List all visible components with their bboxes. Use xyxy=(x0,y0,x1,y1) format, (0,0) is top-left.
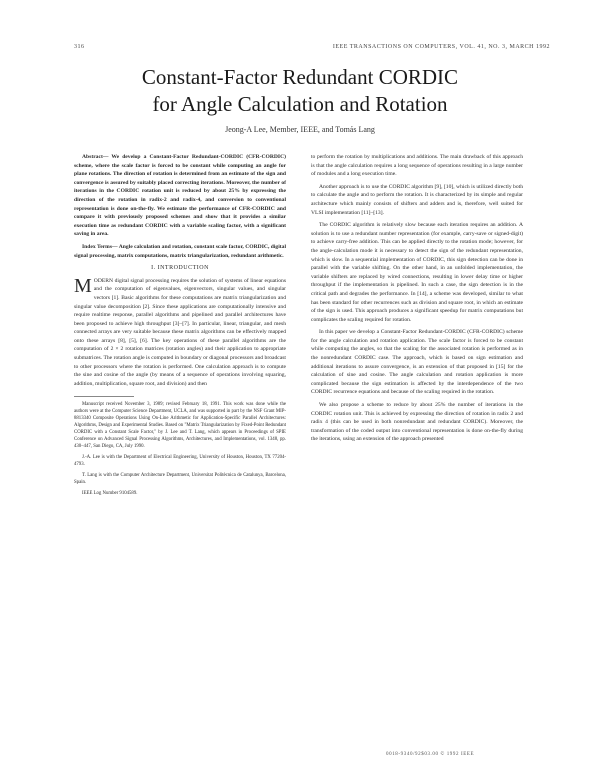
doi-line: 0018-9340/92$03.00 © 1992 IEEE xyxy=(386,752,475,757)
left-column xyxy=(74,153,286,501)
footnote-log-number: IEEE Log Number 9104589. xyxy=(82,491,138,497)
paragraph-2: Another approach is to use the CORDIC algorithm [9], [10], which is utilized directly both to calculate the angle and to perform the rotation. It is characterized by its simple and regular architecture which mainly consists of shifters and adders and is, therefore, well suited for VLSI implementation [11]–[13]. xyxy=(311,183,523,216)
paragraph-3: The CORDIC algorithm is relatively slow because each iteration requires an addition. A solution is to use a redundant number representation (for example, carry-save or signed-digit) to achieve carry-free addition. This can be applied directly to the rotation mode; however, for the angle-calculation mode it is necessary to detect the sign of the redundant representation, which is slow. In a sequential implementation of CORDIC, this sign detection can be done in parallel with the variable shifting. On the other hand, in an unfolded implementation, the variable shifters are replaced by wired connections, resulting in lower delay time or higher throughput if the implementation is pipelined. In such a case, the sign detection is in the critical path and degrades the performance. In [14], a scheme was developed, similar to what has been standard for other recurrences such as division and square root, in which an estimate of the sign is used. This approach produces a significant speedup for matrix computations but complicates the scaling required for rotation. xyxy=(311,222,523,323)
title-line-1: Constant-Factor Redundant CORDIC xyxy=(141,65,459,89)
running-header xyxy=(74,44,550,54)
paragraph-4: In this paper we develop a Constant-Factor Redundant-CORDIC (CFR-CORDIC) scheme for the angle calculation and rotation application. The scale factor is forced to be constant while computing the angles, so that the scaling for the associated rotation is performed as in the nonredundant CORDIC case. The approach, which is based on sign estimation and additional iterations to assure convergence, is an extension of that proposed in [15] for the calculation of sine and cosine. The angle calculation and rotation application is more complicated because the sign estimation is affected by the interdependence of the two CORDIC recurrence equations and because of the scaling required in the rotation. xyxy=(311,329,523,396)
section-heading: I. INTRODUCTION xyxy=(151,265,209,272)
footnote-author-lang: T. Lang is with the Computer Architecture Department, Universitat Politècnica de Catalunya, Barcelona, Spain. xyxy=(74,473,286,486)
intro-text: ODERN digital signal processing requires the solution of systems of linear equations and the computation of eigenvalues, eigenvectors, singular values, and singular vectors [1]. Basic algorithms for these computations are matrix triangularization and singular value decomposition [2]. Since these applications are computationally intensive and require realtime response, parallel algorithms and pipelined and parallel architectures have been proposed to achieve high throughput [3]–[7]. In particular, linear, triangular, and mesh connected arrays are very suitable because these matrix algorithms can be effectively mapped onto these arrays [8], [5], [6]. The key operations of these parallel algorithms are the computation of 2 × 2 rotation matrices (rotation angles) and their application to appropriate submatrices. The rotation angle is computed in boundary or diagonal processors and broadcast to other processors where the rotation is performed. One calculation approach is to compute the sine and cosine of the angle (by means of a sequence of operations involving squaring, addition, multiplication, square root, and division) and then xyxy=(74,277,286,387)
journal-header: IEEE TRANSACTIONS ON COMPUTERS, VOL. 41, NO. 3, MARCH 1992 xyxy=(332,44,550,50)
drop-cap: M xyxy=(74,274,92,297)
intro-paragraph xyxy=(74,274,286,389)
footnote-rule xyxy=(74,396,134,397)
right-column xyxy=(311,153,523,448)
footnote-author-lee: J.-A. Lee is with the Department of Electrical Engineering, University of Houston, Houston, TX 77204-4793. xyxy=(74,455,286,468)
abstract: Abstract— We develop a Constant-Factor Redundant-CORDIC (CFR-CORDIC) scheme, where the scale factor is forced to be constant while computing an angle for plane rotations. The direction of rotation is determined from an estimate of the sign and convergence is assured by suitably placed correcting iterations. Moreover, the number of iterations in the CORDIC rotation unit is reduced by about 25% by expressing the direction of the rotation in radix-2 and radix-4, and conversion to conventional representation is done on-the-fly. We estimate the performance of CFR-CORDIC and compare it with previously proposed schemes and show that it provides a similar execution time as redundant CORDIC with a variable scaling factor, with a significant saving in area. xyxy=(74,154,286,238)
paragraph-1: to perform the rotation by multiplications and additions. The main drawback of this approach is that the angle calculation requires a long sequence of operations resulting in a large number of modules and a long execution time. xyxy=(311,154,523,178)
index-terms: Index Terms— Angle calculation and rotation, constant scale factor, CORDIC, digital signal processing, matrix computations, matrix triangularization, redundant arithmetic. xyxy=(74,243,286,259)
footnote-manuscript: Manuscript received November 3, 1989; revised February 18, 1991. This work was done while the authors were at the Computer Science Department, UCLA, and was supported in part by the NSF Grant MIP-8813340 Composite Operations Using On-Line Arithmetic for Application-Specific Parallel Architectures: Algorithms, Design and Experimental Studies. Based on "Matrix Triangularization by Fixed-Point Redundant CORDIC with a Constant Scale Factor," by J. Lee and T. Lang, which appears in Proceedings of SPIE Conference on Advanced Signal Processing Algorithms, Architectures, and Implementations, vol. 1348, pp. 430–447, San Diego, CA, July 1990. xyxy=(74,402,286,450)
title-line-2: for Angle Calculation and Rotation xyxy=(152,92,448,116)
page-number: 316 xyxy=(74,44,85,50)
paper-title xyxy=(60,64,540,118)
paragraph-5: We also propose a scheme to reduce by about 25% the number of iterations in the CORDIC rotation unit. This is achieved by expressing the direction of rotation in radix 2 and radix 4 (this can be used in both nonredundant and redundant CORDIC). Moreover, the transformation of the coded output into conventional representation is done on-the-fly during the iterations, using an extension of the approach presented xyxy=(311,402,523,443)
authors: Jeong-A Lee, Member, IEEE, and Tomás Lang xyxy=(225,125,375,134)
